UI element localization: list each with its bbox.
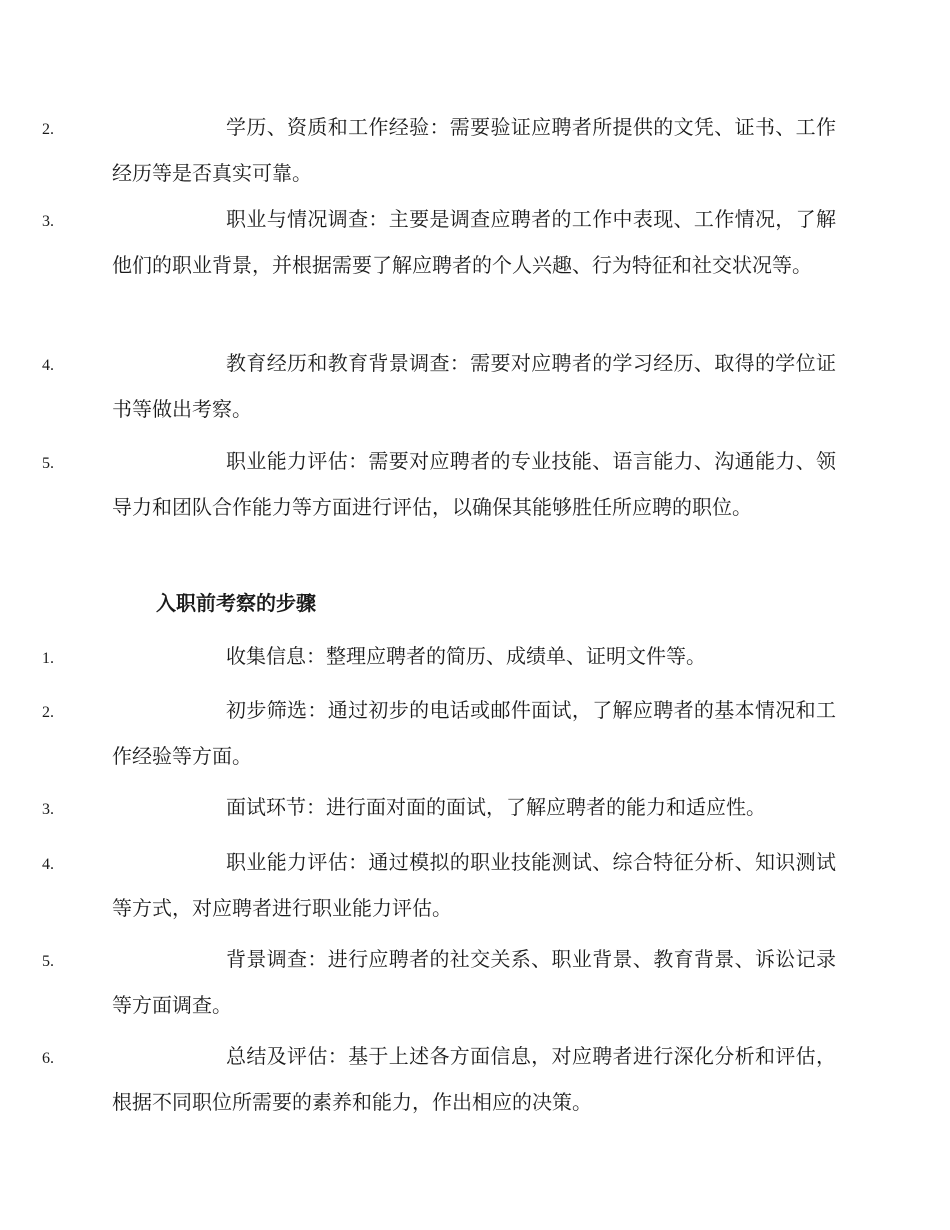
list-item-number: 4. — [42, 357, 54, 374]
list-item-text: 教育经历和教育背景调查：需要对应聘者的学习经历、取得的学位证书等做出考察。 — [112, 351, 836, 421]
list-item-text: 职业能力评估：通过模拟的职业技能测试、综合特征分析、知识测试等方式，对应聘者进行职业能力评估。 — [112, 850, 836, 920]
list-item-text: 总结及评估：基于上述各方面信息，对应聘者进行深化分析和评估，根据不同职位所需要的素养和能力，作出相应的决策。 — [112, 1044, 836, 1114]
list-item — [42, 104, 836, 196]
list-item — [42, 936, 836, 1028]
list-item-text: 学历、资质和工作经验：需要验证应聘者所提供的文凭、证书、工作经历等是否真实可靠。 — [112, 115, 836, 185]
list-item-text: 面试环节：进行面对面的面试，了解应聘者的能力和适应性。 — [226, 795, 766, 819]
list-item-text: 初步筛选：通过初步的电话或邮件面试，了解应聘者的基本情况和工作经验等方面。 — [112, 698, 836, 768]
list-item-text: 收集信息：整理应聘者的简历、成绩单、证明文件等。 — [226, 644, 706, 668]
list-item — [42, 839, 836, 931]
list-item — [42, 438, 836, 530]
section-heading: 入职前考察的步骤 — [156, 591, 316, 615]
list-item — [42, 1033, 836, 1125]
list-item-text: 职业能力评估：需要对应聘者的专业技能、语言能力、沟通能力、领导力和团队合作能力等方面进行评估，以确保其能够胜任所应聘的职位。 — [112, 449, 836, 519]
list-item-text: 背景调查：进行应聘者的社交关系、职业背景、教育背景、诉讼记录等方面调查。 — [112, 947, 836, 1017]
list-item-number: 2. — [42, 121, 54, 138]
list-item — [42, 784, 836, 830]
list-item-text: 职业与情况调查：主要是调查应聘者的工作中表现、工作情况，了解他们的职业背景，并根据需要了解应聘者的个人兴趣、行为特征和社交状况等。 — [112, 207, 836, 277]
list-item — [42, 196, 836, 288]
list-item-number: 5. — [42, 953, 54, 970]
list-item-number: 3. — [42, 801, 54, 818]
list-item — [42, 687, 836, 779]
list-item-number: 6. — [42, 1050, 54, 1067]
list-item-number: 4. — [42, 856, 54, 873]
list-item — [42, 633, 836, 679]
list-item-number: 3. — [42, 213, 54, 230]
list-item-number: 2. — [42, 704, 54, 721]
list-item — [42, 340, 836, 432]
list-item-number: 1. — [42, 650, 54, 667]
list-item-number: 5. — [42, 455, 54, 472]
